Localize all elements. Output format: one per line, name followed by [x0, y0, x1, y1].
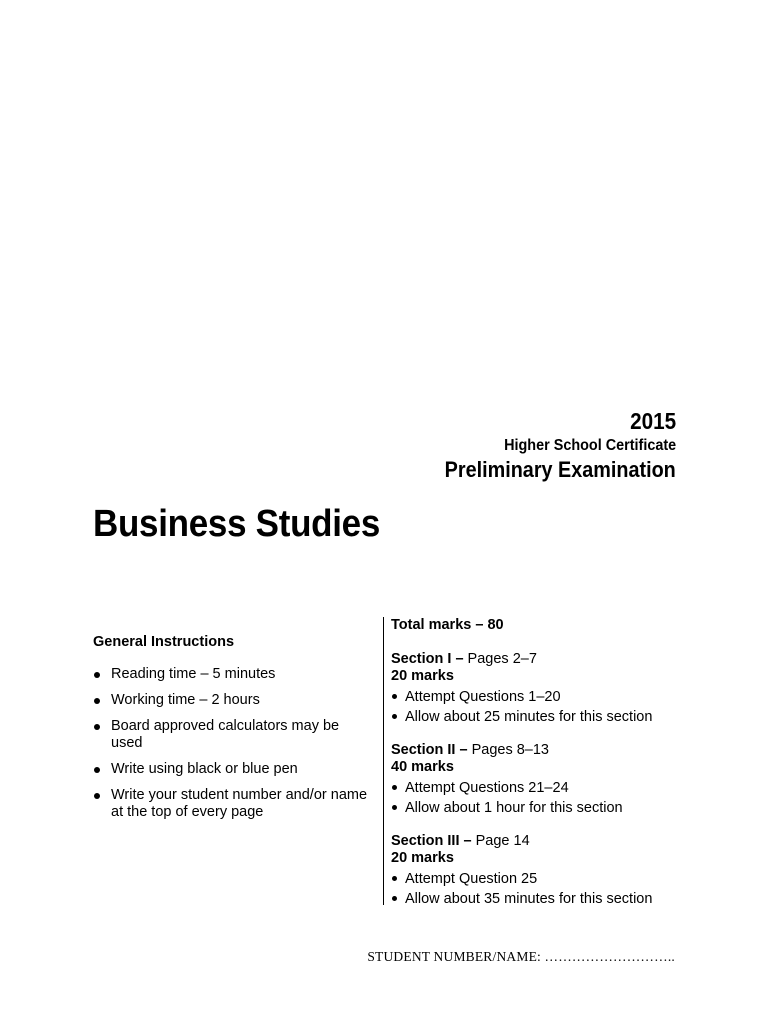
bullet-icon — [392, 805, 397, 810]
instruction-text: Reading time – 5 minutes — [111, 666, 276, 682]
section-item — [391, 778, 691, 798]
section-item — [391, 889, 691, 909]
instruction-item — [93, 666, 368, 683]
instruction-item — [93, 787, 368, 821]
section-item — [391, 707, 691, 727]
instruction-text: Working time – 2 hours — [111, 692, 260, 708]
exam-title: Preliminary Examination — [444, 457, 676, 482]
subject-title: Business Studies — [93, 503, 381, 545]
bullet-icon — [94, 724, 100, 730]
certificate-title: Higher School Certificate — [503, 437, 676, 454]
section-2 — [391, 742, 691, 818]
instruction-text: Write using black or blue pen — [111, 761, 298, 777]
section-item-text: Attempt Questions 21–24 — [405, 780, 569, 796]
student-number-line: STUDENT NUMBER/NAME: ……………………….. — [367, 949, 675, 964]
general-instructions — [93, 634, 368, 830]
bullet-icon — [94, 793, 100, 799]
section-name: Section I – — [391, 651, 464, 667]
section-item-text: Allow about 1 hour for this section — [405, 800, 623, 816]
bullet-icon — [392, 896, 397, 901]
section-item-text: Attempt Question 25 — [405, 871, 538, 887]
section-pages: Pages 8–13 — [467, 742, 549, 758]
general-instructions-title: General Instructions — [93, 634, 235, 650]
total-marks: Total marks – 80 — [391, 617, 504, 633]
section-marks: 20 marks — [391, 668, 454, 684]
section-3 — [391, 833, 691, 909]
section-item-text: Allow about 35 minutes for this section — [405, 891, 653, 907]
section-pages: Page 14 — [471, 833, 530, 849]
bullet-icon — [392, 876, 397, 881]
bullet-icon — [392, 714, 397, 719]
marks-breakdown — [391, 617, 691, 924]
section-item-text: Attempt Questions 1–20 — [405, 689, 561, 705]
instruction-text: Board approved calculators may be used — [111, 718, 340, 751]
instruction-list — [93, 666, 368, 821]
section-item-text: Allow about 25 minutes for this section — [405, 709, 653, 725]
section-item — [391, 798, 691, 818]
bullet-icon — [94, 698, 100, 704]
instruction-text: Write your student number and/or name at the top of every page — [111, 787, 368, 820]
section-heading — [391, 833, 691, 850]
bullet-icon — [94, 767, 100, 773]
section-pages: Pages 2–7 — [463, 651, 537, 667]
section-name: Section II – — [391, 742, 468, 758]
instruction-item — [93, 692, 368, 709]
section-item — [391, 687, 691, 707]
section-heading — [391, 742, 691, 759]
section-1 — [391, 651, 691, 727]
bullet-icon — [392, 785, 397, 790]
column-divider — [383, 617, 384, 905]
section-item — [391, 869, 691, 889]
instruction-item — [93, 761, 368, 778]
exam-year: 2015 — [629, 408, 676, 434]
section-name: Section III – — [391, 833, 472, 849]
section-heading — [391, 651, 691, 668]
section-marks: 40 marks — [391, 759, 454, 775]
bullet-icon — [392, 694, 397, 699]
section-marks: 20 marks — [391, 850, 454, 866]
bullet-icon — [94, 672, 100, 678]
instruction-item — [93, 718, 368, 752]
